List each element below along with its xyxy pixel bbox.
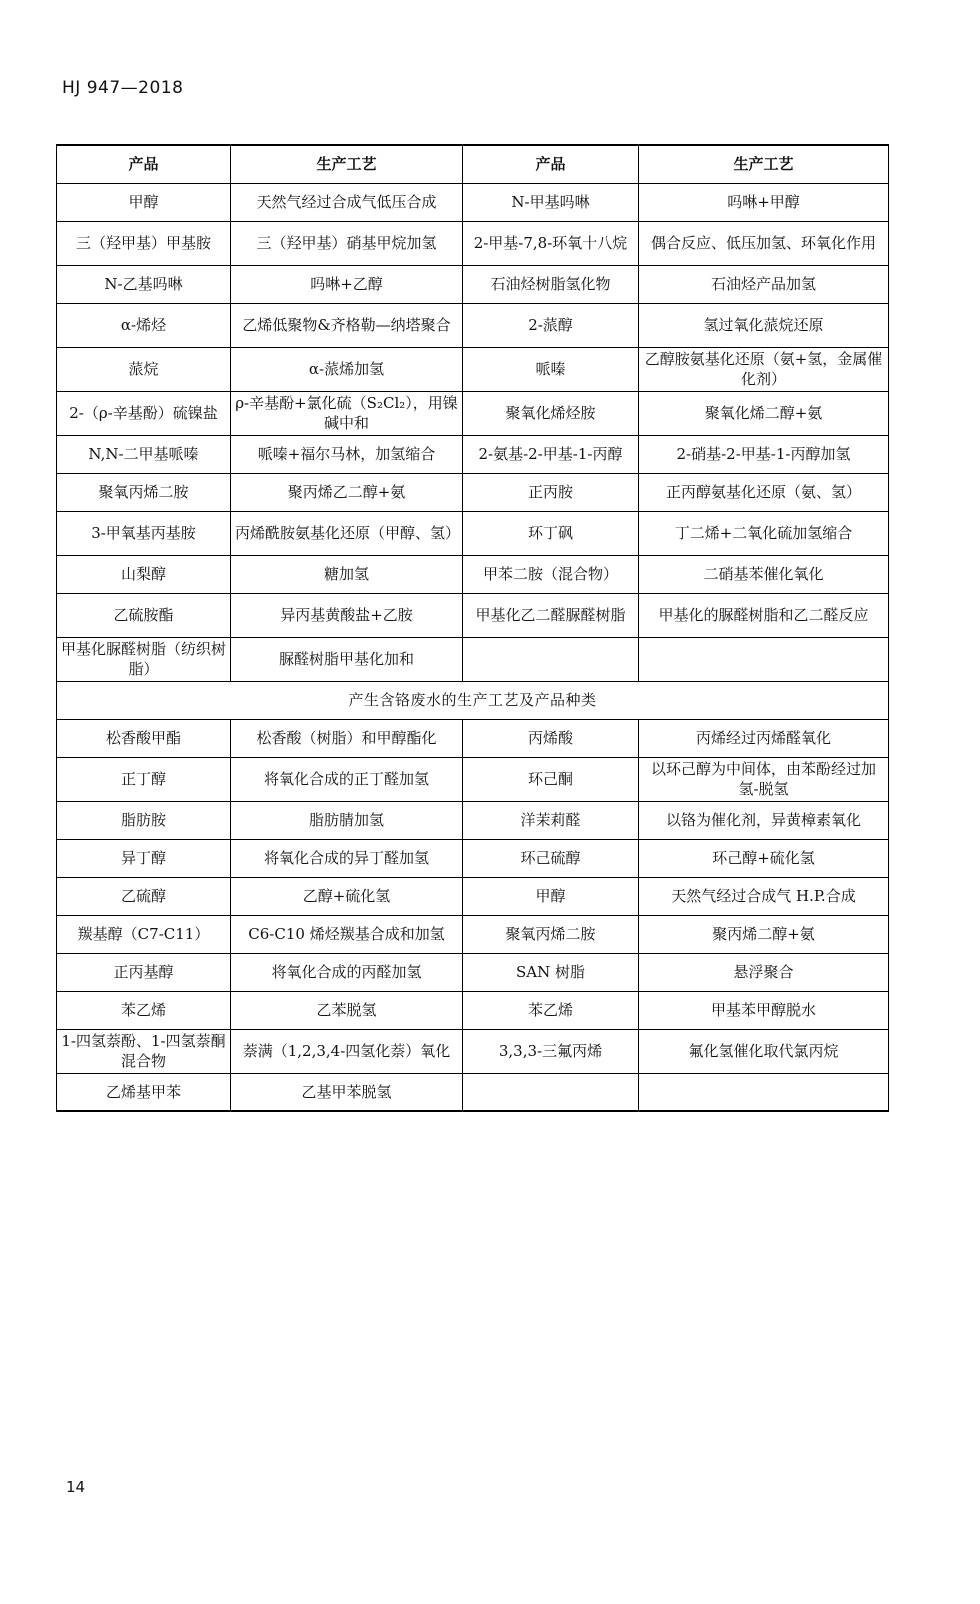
page-number: 14	[66, 1478, 86, 1496]
process-cell: 石油烃产品加氢	[639, 265, 889, 303]
product-cell: 乙烯基甲苯	[57, 1073, 231, 1111]
product-cell: 洋茉莉醛	[463, 801, 639, 839]
process-cell: 悬浮聚合	[639, 953, 889, 991]
table-row	[57, 435, 889, 473]
product-cell: 环丁砜	[463, 511, 639, 555]
product-cell: 聚氧丙烯二胺	[463, 915, 639, 953]
process-cell: 萘满（1,2,3,4-四氢化萘）氧化	[231, 1029, 463, 1073]
product-cell: 2-（ρ-辛基酚）硫镍盐	[57, 391, 231, 435]
process-cell: 以环己醇为中间体，由苯酚经过加氢-脱氢	[639, 757, 889, 801]
table-row	[57, 347, 889, 391]
product-cell: 山梨醇	[57, 555, 231, 593]
table-row	[57, 265, 889, 303]
table-row	[57, 991, 889, 1029]
process-cell: 脂肪腈加氢	[231, 801, 463, 839]
product-cell: 异丁醇	[57, 839, 231, 877]
table-body-bottom	[57, 719, 889, 1111]
process-cell: 将氧化合成的丙醛加氢	[231, 953, 463, 991]
table-row	[57, 637, 889, 681]
process-cell: 丙烯酰胺氨基化还原（甲醇、氢）	[231, 511, 463, 555]
table-row	[57, 221, 889, 265]
process-cell: α-蒎烯加氢	[231, 347, 463, 391]
product-cell: 甲基化脲醛树脂（纺织树脂）	[57, 637, 231, 681]
process-cell: 氟化氢催化取代氯丙烷	[639, 1029, 889, 1073]
process-cell: 吗啉+乙醇	[231, 265, 463, 303]
process-cell: 乙苯脱氢	[231, 991, 463, 1029]
process-cell: 二硝基苯催化氧化	[639, 555, 889, 593]
process-cell: 松香酸（树脂）和甲醇酯化	[231, 719, 463, 757]
product-cell: 哌嗪	[463, 347, 639, 391]
process-table	[56, 144, 889, 1112]
product-cell: 苯乙烯	[57, 991, 231, 1029]
product-cell: N-甲基吗啉	[463, 183, 639, 221]
product-cell: 乙硫醇	[57, 877, 231, 915]
process-cell: 将氧化合成的异丁醛加氢	[231, 839, 463, 877]
process-cell: 氢过氧化蒎烷还原	[639, 303, 889, 347]
process-cell: 甲基化的脲醛树脂和乙二醛反应	[639, 593, 889, 637]
table-header-row	[57, 145, 889, 183]
header-product: 产品	[57, 145, 231, 183]
process-cell: 聚丙烯二醇+氨	[639, 915, 889, 953]
product-cell: α-烯烃	[57, 303, 231, 347]
table-row	[57, 391, 889, 435]
process-cell: 偶合反应、低压加氢、环氧化作用	[639, 221, 889, 265]
header-product: 产品	[463, 145, 639, 183]
process-cell: 天然气经过合成气 H.P.合成	[639, 877, 889, 915]
table-row	[57, 915, 889, 953]
product-cell: 羰基醇（C7-C11）	[57, 915, 231, 953]
product-cell	[463, 637, 639, 681]
process-cell: 天然气经过合成气低压合成	[231, 183, 463, 221]
process-cell: C6-C10 烯烃羰基合成和加氢	[231, 915, 463, 953]
table-row	[57, 953, 889, 991]
product-cell	[463, 1073, 639, 1111]
product-cell: 苯乙烯	[463, 991, 639, 1029]
header-process: 生产工艺	[639, 145, 889, 183]
product-cell: N-乙基吗啉	[57, 265, 231, 303]
table-row	[57, 877, 889, 915]
product-cell: 正丙基醇	[57, 953, 231, 991]
process-cell: 聚丙烯乙二醇+氨	[231, 473, 463, 511]
product-cell: 3-甲氧基丙基胺	[57, 511, 231, 555]
product-cell: 甲醇	[57, 183, 231, 221]
process-cell	[639, 1073, 889, 1111]
product-cell: 蒎烷	[57, 347, 231, 391]
process-cell: 乙基甲苯脱氢	[231, 1073, 463, 1111]
product-cell: 2-氨基-2-甲基-1-丙醇	[463, 435, 639, 473]
process-cell: 三（羟甲基）硝基甲烷加氢	[231, 221, 463, 265]
product-cell: 环己酮	[463, 757, 639, 801]
header-process: 生产工艺	[231, 145, 463, 183]
product-cell: 甲醇	[463, 877, 639, 915]
process-cell: 将氧化合成的正丁醛加氢	[231, 757, 463, 801]
table-row	[57, 1029, 889, 1073]
product-cell: N,N-二甲基哌嗪	[57, 435, 231, 473]
table-row	[57, 183, 889, 221]
product-cell: 正丙胺	[463, 473, 639, 511]
process-cell: 脲醛树脂甲基化加和	[231, 637, 463, 681]
process-cell: 甲基苯甲醇脱水	[639, 991, 889, 1029]
process-cell: 聚氧化烯二醇+氨	[639, 391, 889, 435]
process-cell: 正丙醇氨基化还原（氨、氢）	[639, 473, 889, 511]
product-cell: 3,3,3-三氟丙烯	[463, 1029, 639, 1073]
process-cell: 哌嗪+福尔马林，加氢缩合	[231, 435, 463, 473]
product-cell: 脂肪胺	[57, 801, 231, 839]
section-title: 产生含铬废水的生产工艺及产品种类	[57, 681, 889, 719]
product-cell: 2-蒎醇	[463, 303, 639, 347]
product-cell: 1-四氢萘酚、1-四氢萘酮混合物	[57, 1029, 231, 1073]
table-row	[57, 839, 889, 877]
table-row	[57, 593, 889, 637]
process-cell: 乙醇胺氨基化还原（氨+氢，金属催化剂）	[639, 347, 889, 391]
process-cell: 2-硝基-2-甲基-1-丙醇加氢	[639, 435, 889, 473]
product-cell: 聚氧丙烯二胺	[57, 473, 231, 511]
product-cell: SAN 树脂	[463, 953, 639, 991]
process-cell: 吗啉+甲醇	[639, 183, 889, 221]
product-cell: 丙烯酸	[463, 719, 639, 757]
table-row	[57, 719, 889, 757]
product-cell: 甲基化乙二醛脲醛树脂	[463, 593, 639, 637]
process-cell: 环己醇+硫化氢	[639, 839, 889, 877]
table-row	[57, 303, 889, 347]
process-cell: 糖加氢	[231, 555, 463, 593]
process-cell: 丁二烯+二氧化硫加氢缩合	[639, 511, 889, 555]
product-cell: 甲苯二胺（混合物）	[463, 555, 639, 593]
product-cell: 2-甲基-7,8-环氧十八烷	[463, 221, 639, 265]
process-cell: 丙烯经过丙烯醛氧化	[639, 719, 889, 757]
product-cell: 三（羟甲基）甲基胺	[57, 221, 231, 265]
product-cell: 松香酸甲酯	[57, 719, 231, 757]
product-cell: 石油烃树脂氢化物	[463, 265, 639, 303]
table-row	[57, 757, 889, 801]
section-row	[57, 681, 889, 719]
process-cell	[639, 637, 889, 681]
process-cell: 乙烯低聚物&齐格勒—纳塔聚合	[231, 303, 463, 347]
table-row	[57, 555, 889, 593]
process-cell: 乙醇+硫化氢	[231, 877, 463, 915]
document-code: HJ 947—2018	[62, 78, 184, 98]
product-cell: 聚氧化烯烃胺	[463, 391, 639, 435]
table-row	[57, 801, 889, 839]
process-cell: 以铬为催化剂，异黄樟素氧化	[639, 801, 889, 839]
process-cell: 异丙基黄酸盐+乙胺	[231, 593, 463, 637]
product-cell: 正丁醇	[57, 757, 231, 801]
product-cell: 环己硫醇	[463, 839, 639, 877]
table-body-top	[57, 183, 889, 681]
table-row	[57, 1073, 889, 1111]
product-cell: 乙硫胺酯	[57, 593, 231, 637]
process-cell: ρ-辛基酚+氯化硫（S₂Cl₂），用镍碱中和	[231, 391, 463, 435]
table-row	[57, 511, 889, 555]
table-row	[57, 473, 889, 511]
